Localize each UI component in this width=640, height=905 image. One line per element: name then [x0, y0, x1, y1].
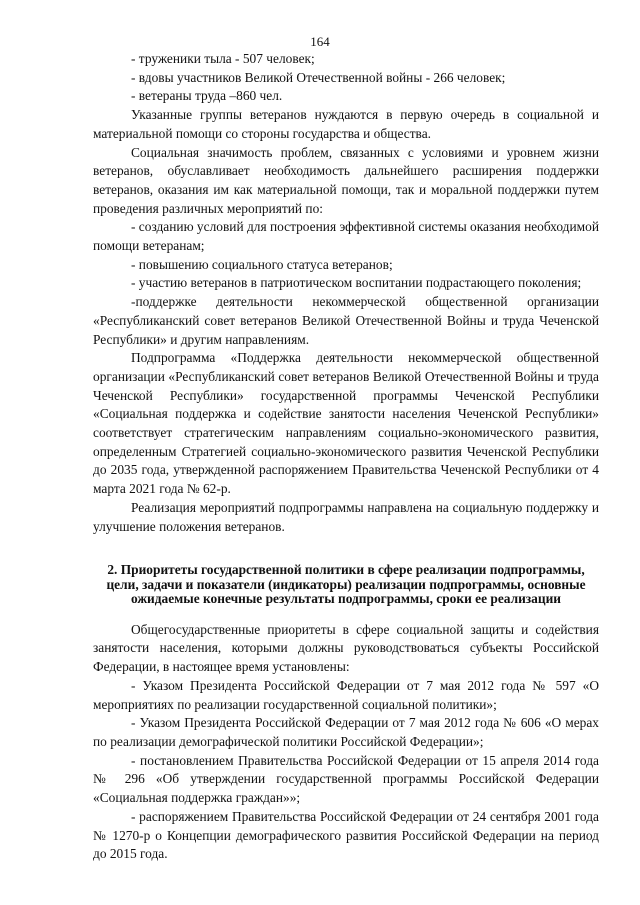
list-item-social-status: - повышению социального статуса ветеранов; [131, 256, 393, 272]
page-number: 164 [310, 34, 330, 49]
list-item-ngo-support: -поддержке деятельности некоммерческой общественной организации «Республиканский совет ветеранов Великой Отечественной Войны и труда Чеченской Республики» и другим направлениям. [93, 294, 599, 347]
paragraph-veteran-needs: Указанные группы ветеранов нуждаются в первую очередь в социальной и материальной помощи со стороны государства и общества. [93, 107, 599, 141]
list-item-decree-597: - Указом Президента Российской Федерации от 7 мая 2012 года № 597 «О мероприятиях по реализации государственной социальной политики»; [93, 677, 599, 712]
document-body [93, 50, 599, 864]
section-heading: 2. Приоритеты государственной политики в сфере реализации подпрограммы, цели, задачи и показатели (индикаторы) реализации подпрограммы, основные ожидаемые конечные результаты подпрограммы, сроки ее реализации [106, 562, 586, 607]
list-item-war-widows: - вдовы участников Великой Отечественной войны - 266 человек; [131, 69, 506, 85]
list-item-decree-606: - Указом Президента Российской Федерации от 7 мая 2012 года № 606 «О мерах по реализации демографической политики Российской Федерации»; [93, 715, 599, 749]
list-item-order-1270: - распоряжением Правительства Российской Федерации от 24 сентября 2001 года № 1270-р о Концепции демографического развития Российской Федерации на период до 2015 года. [93, 808, 599, 862]
paragraph-priorities-intro: Общегосударственные приоритеты в сфере социальной защиты и содействия занятости населения, которыми должны руководствоваться субъекты Российской Федерации, в настоящее время установлены: [93, 621, 599, 675]
list-item-home-front-workers: - труженики тыла - 507 человек; [131, 51, 315, 66]
intro-section [93, 50, 599, 536]
paragraph-subprogram-goal: Реализация мероприятий подпрограммы направлена на социальную поддержку и улучшение положения ветеранов. [93, 499, 599, 534]
list-item-labor-veterans: - ветераны труда –860 чел. [131, 88, 283, 104]
list-item-resolution-296: - постановлением Правительства Российской Федерации от 15 апреля 2014 года № 296 «Об утверждении государственной программы Российской Федерации «Социальная поддержка граждан»»; [93, 752, 599, 806]
list-item-effective-system: - созданию условий для построения эффективной системы оказания необходимой помощи ветеранам; [93, 219, 599, 254]
priorities-section [93, 621, 599, 864]
list-item-patriotic-education: - участию ветеранов в патриотическом воспитании подрастающего поколения; [131, 275, 582, 291]
paragraph-subprogram-strategy: Подпрограмма «Поддержка деятельности некоммерческой общественной организации «Республиканский совет ветеранов Великой Отечественной Войны и труда Чеченской Республики» государственной программы Чеченской Республики «Социальная поддержка и содействие занятости населения Чеченской Республики» соответствует стратегическим направлениям социально-экономического развития, определенным Стратегией социально-экономического развития Чеченской Республики до 2035 года, утвержденной распоряжением Правительства Чеченской Республики от 4 марта 2021 года № 62-р. [93, 350, 599, 497]
paragraph-social-significance: Социальная значимость проблем, связанных с условиями и уровнем жизни ветеранов, обуславливает необходимость дальнейшего расширения поддержки ветеранов, оказания им как материальной помощи, так и моральной поддержки путем проведения различных мероприятий по: [93, 144, 599, 216]
